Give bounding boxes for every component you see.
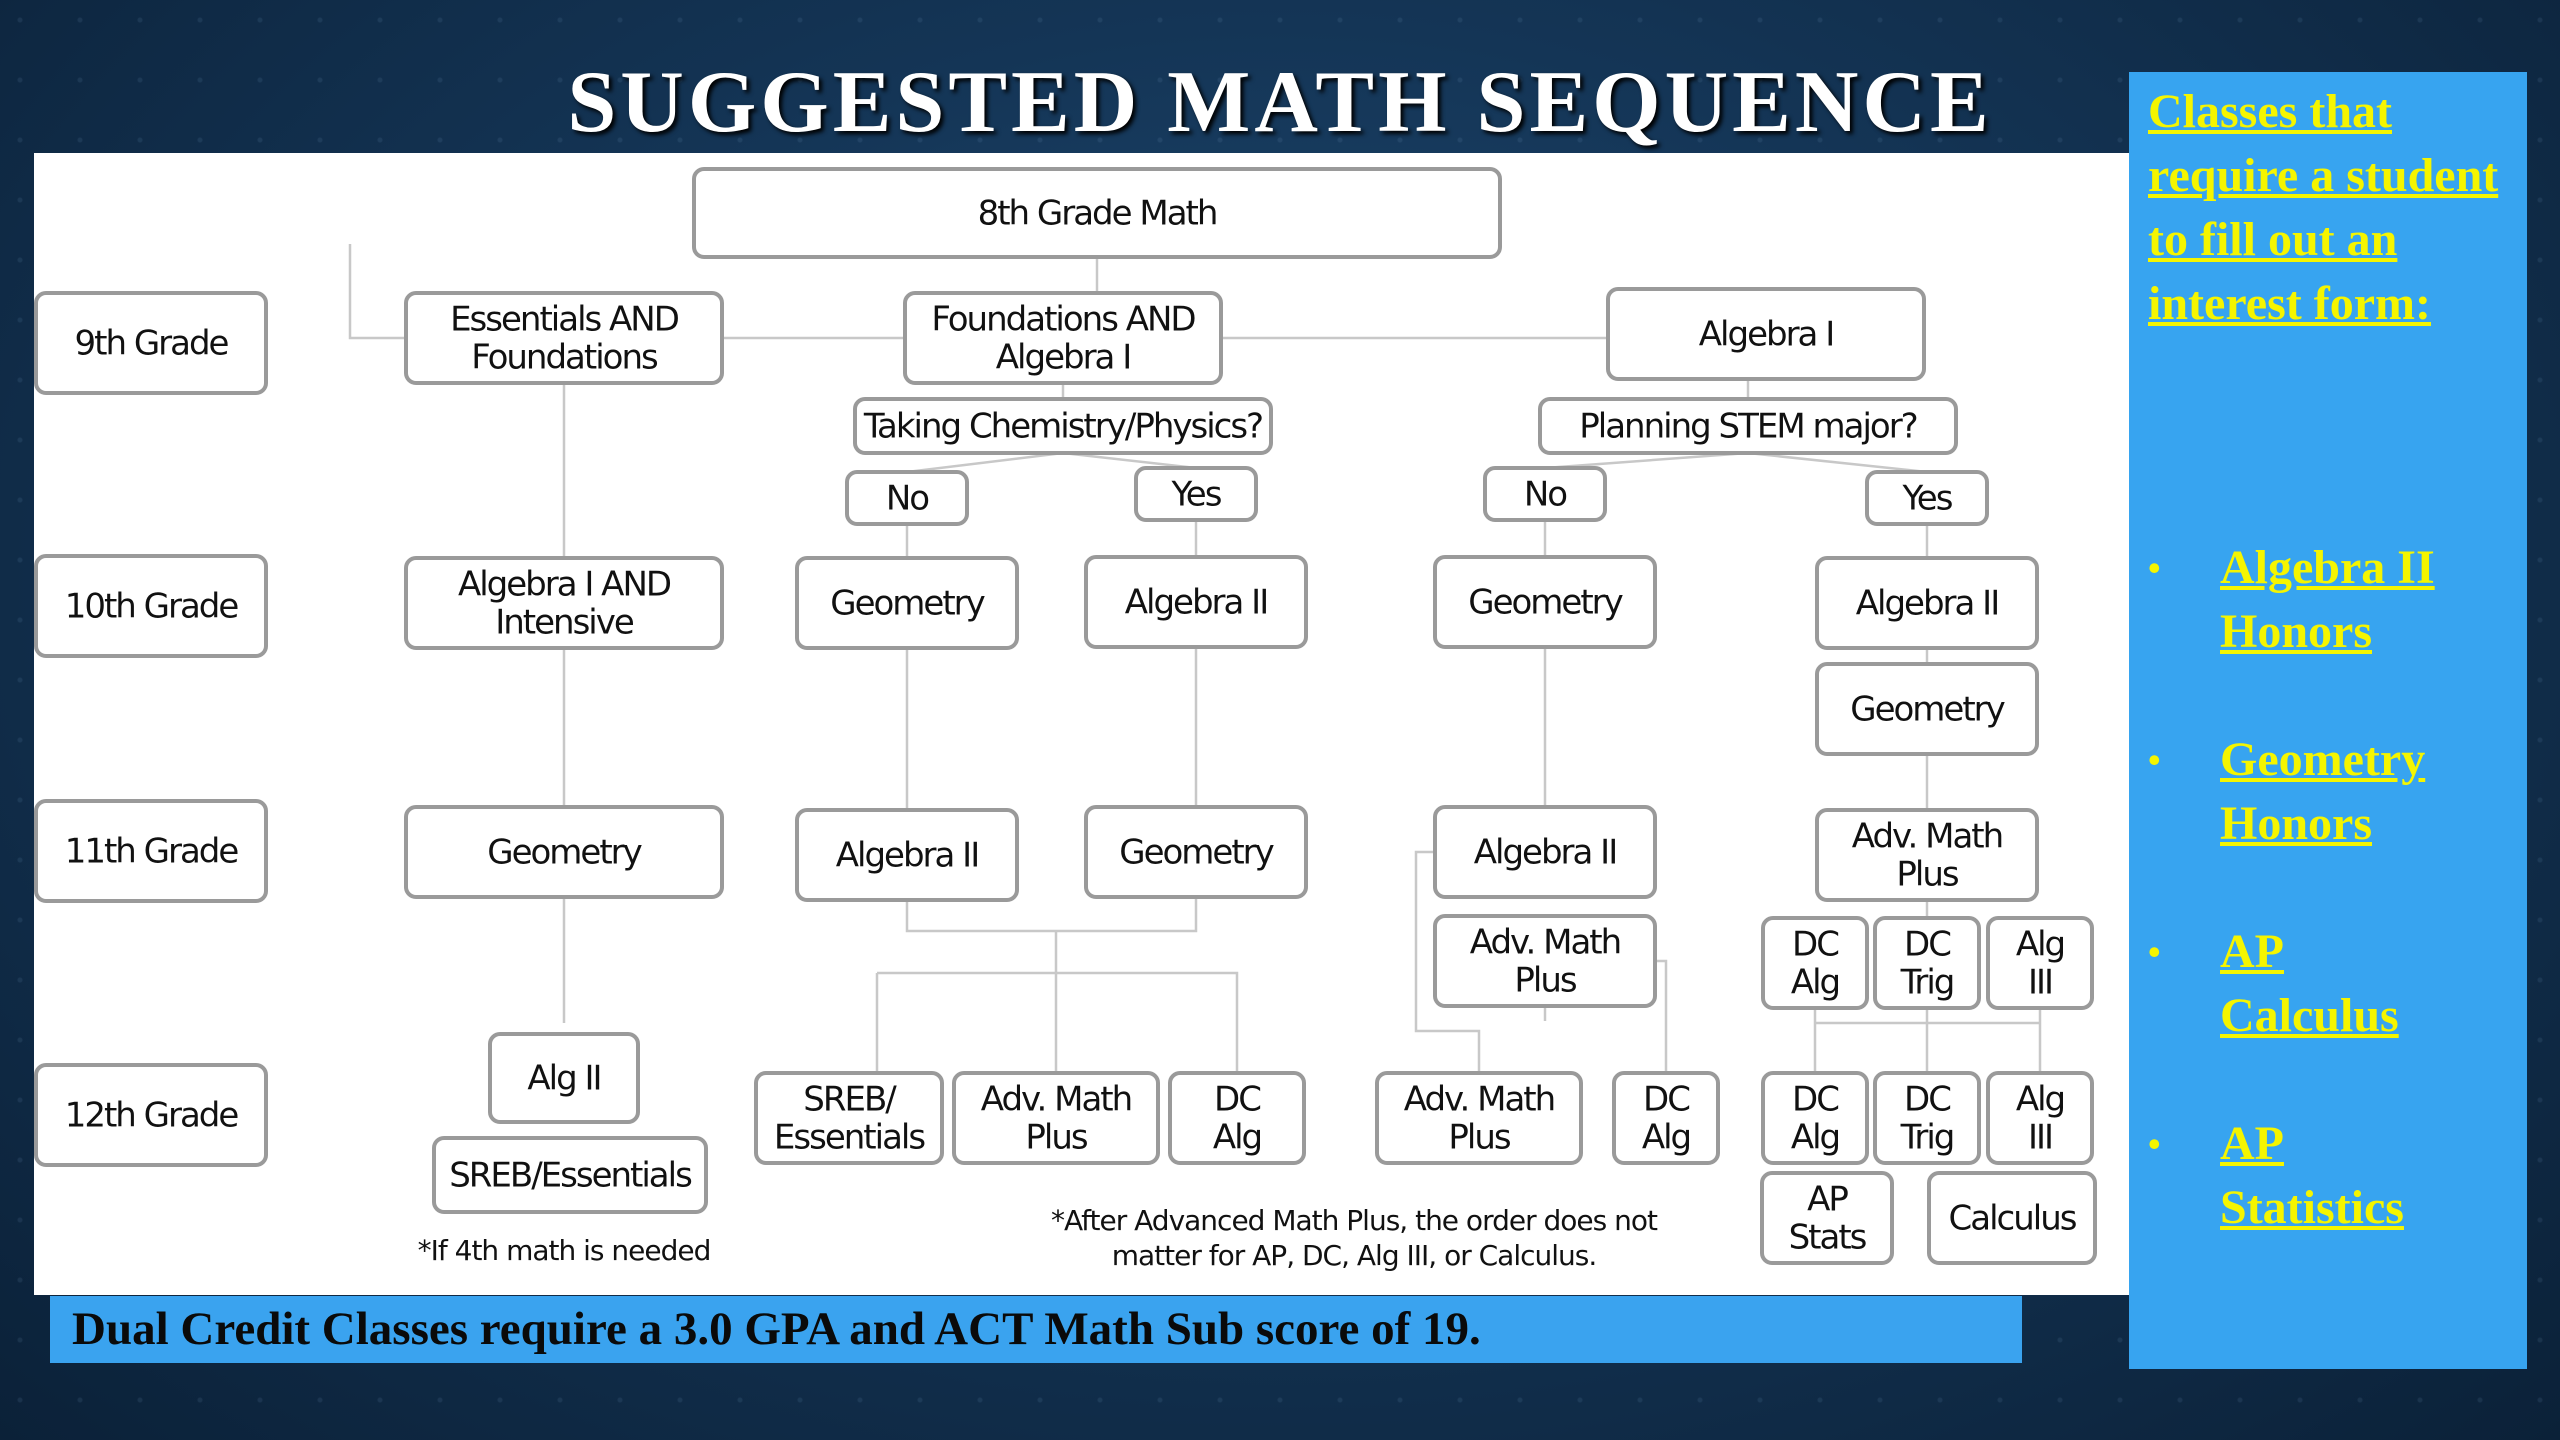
note-after-adv-math-line2: matter for AP, DC, Alg III, or Calculus. [1111,1239,1597,1272]
node-dc-alg-11th [1763,918,1867,1008]
node-answer-yes-stem [1867,472,1987,524]
node-alg-iii-11th-label: III [2027,962,2053,1003]
grade-10th [36,556,266,656]
node-calculus-12th-label: Calculus [1948,1198,2076,1239]
node-algebra-i [1608,289,1924,379]
node-adv-math-plus-11th-no-stem-label: Plus [1514,960,1576,1001]
node-dc-alg-12th-chem [1170,1073,1304,1163]
node-answer-no-chem-label: No [885,478,929,519]
node-sreb-essentials-12th-label: SREB/Essentials [449,1155,691,1196]
node-foundations-and-algebra-i [905,293,1221,383]
node-answer-yes-chem [1136,468,1256,520]
item-line2: Statistics [2220,1181,2404,1234]
node-answer-no-chem [847,472,967,524]
node-answer-no-stem-label: No [1523,474,1567,515]
node-dc-alg-11th-label: Alg [1790,962,1840,1003]
slide-title: SUGGESTED MATH SEQUENCE [567,54,1993,151]
node-8th-grade-math [694,169,1500,257]
node-geometry-10th-yes-stem [1817,664,2037,754]
node-geometry-10th-no-chem [797,558,1017,648]
grade-10th-label: 10th Grade [64,586,238,627]
bullet-icon: • [2148,932,2161,972]
node-alg-iii-12th-stem [1988,1073,2092,1163]
flow-nodes [36,169,2095,1263]
connector-line-25 [1656,961,1666,1073]
node-algebra-i-and-intensive [406,558,722,648]
node-alg-iii-12th-stem-label: Alg [2015,1079,2065,1120]
node-dc-alg-12th-chem-label: DC [1214,1079,1260,1120]
note-4th-math: *If 4th math is needed [417,1234,711,1267]
node-dc-alg-12th-stem-label: DC [1792,1079,1838,1120]
node-alg-iii-12th-stem-label: III [2027,1117,2053,1158]
item-line1: AP [2220,925,2284,978]
item-line2: Honors [2220,605,2373,658]
node-answer-no-stem [1485,468,1605,520]
node-dc-trig-12th-stem-label: DC [1904,1079,1950,1120]
item-line1: Algebra II [2220,541,2435,594]
node-dc-alg-11th-label: DC [1792,924,1838,965]
node-alg-ii-12th [490,1034,638,1122]
node-algebra-ii-10th-yes-chem-label: Algebra II [1124,582,1268,623]
node-dc-alg-12th-chem-label: Alg [1212,1117,1262,1158]
node-alg-ii-12th-label: Alg II [527,1058,601,1099]
node-question-stem-major-label: Planning STEM major? [1579,406,1917,447]
node-geometry-11th-label: Geometry [487,832,641,873]
node-geometry-11th-yes-chem [1086,807,1306,897]
grade-12th [36,1065,266,1165]
node-geometry-10th-no-stem-label: Geometry [1468,582,1622,623]
node-alg-iii-11th-label: Alg [2015,924,2065,965]
node-adv-math-plus-11th-no-stem-label: Adv. Math [1469,922,1621,963]
node-adv-math-plus-12th-chem-label: Adv. Math [980,1079,1132,1120]
node-essentials-and-foundations-label: Foundations [471,337,657,378]
interest-form-heading[interactable]: Classes that require a student to fill out an interest form: [2148,85,2499,330]
node-algebra-ii-10th-yes-chem [1086,557,1306,647]
note-after-adv-math-line1: *After Advanced Math Plus, the order does not [1051,1204,1657,1237]
grade-9th-label: 9th Grade [74,323,228,364]
node-ap-stats-12th-label: Stats [1788,1217,1866,1258]
connector-line-13 [907,897,1196,931]
grade-9th [36,293,266,393]
node-dc-trig-11th-label: DC [1904,924,1950,965]
node-question-chemistry-physics [855,399,1271,453]
node-geometry-10th-no-stem [1435,557,1655,647]
node-alg-iii-11th [1988,918,2092,1008]
bullet-icon: • [2148,740,2161,780]
node-adv-math-plus-12th-no-stem-label: Plus [1448,1117,1510,1158]
node-dc-trig-12th-stem [1875,1073,1979,1163]
node-adv-math-plus-11th-no-stem [1435,916,1655,1006]
node-essentials-and-foundations [406,293,722,383]
node-dc-alg-12th-stem [1763,1073,1867,1163]
node-algebra-ii-11th-no-stem [1435,807,1655,897]
node-adv-math-plus-12th-chem [954,1073,1158,1163]
node-8th-grade-math-label: 8th Grade Math [977,193,1217,234]
node-foundations-and-algebra-i-label: Algebra I [995,337,1131,378]
bullet-icon: • [2148,1124,2161,1164]
node-adv-math-plus-12th-no-stem-label: Adv. Math [1403,1079,1555,1120]
node-algebra-ii-11th-no-chem [797,810,1017,900]
node-dc-alg-12th-no-stem [1614,1073,1718,1163]
node-adv-math-plus-12th-no-stem [1377,1073,1581,1163]
item-line1: Geometry [2220,733,2426,786]
dual-credit-note: Dual Credit Classes require a 3.0 GPA and ACT Math Sub score of 19. [72,1303,1481,1355]
node-foundations-and-algebra-i-label: Foundations AND [931,299,1195,340]
node-dc-alg-12th-stem-label: Alg [1790,1117,1840,1158]
node-algebra-i-label: Algebra I [1698,314,1834,355]
node-algebra-i-and-intensive-label: Algebra I AND [457,564,671,605]
node-sreb-essentials-12th-chem-label: Essentials [773,1117,925,1158]
node-dc-trig-11th-label: Trig [1900,962,1954,1003]
node-ap-stats-12th [1762,1173,1892,1263]
item-line1: AP [2220,1117,2284,1170]
flowchart-panel [34,153,2132,1295]
node-algebra-ii-11th-no-chem-label: Algebra II [835,835,979,876]
node-ap-stats-12th-label: AP [1807,1179,1847,1220]
node-dc-trig-11th [1875,918,1979,1008]
grade-12th-label: 12th Grade [64,1095,238,1136]
node-algebra-ii-11th-no-stem-label: Algebra II [1473,832,1617,873]
node-adv-math-plus-11th-yes-stem [1817,810,2037,900]
node-geometry-10th-no-chem-label: Geometry [830,583,984,624]
node-algebra-ii-10th-yes-stem [1817,558,2037,648]
item-line2: Honors [2220,797,2373,850]
node-adv-math-plus-11th-yes-stem-label: Adv. Math [1851,816,2003,857]
flowchart-diagram [34,153,2132,1295]
bullet-icon: • [2148,548,2161,588]
node-calculus-12th [1929,1173,2095,1263]
node-geometry-11th [406,807,722,897]
node-dc-alg-12th-no-stem-label: Alg [1641,1117,1691,1158]
node-answer-yes-stem-label: Yes [1902,478,1952,519]
node-adv-math-plus-11th-yes-stem-label: Plus [1896,854,1958,895]
item-line2: Calculus [2220,989,2399,1042]
node-dc-alg-12th-no-stem-label: DC [1643,1079,1689,1120]
node-answer-yes-chem-label: Yes [1171,474,1221,515]
node-geometry-11th-yes-chem-label: Geometry [1119,832,1273,873]
node-question-stem-major [1540,399,1956,453]
node-geometry-10th-yes-stem-label: Geometry [1850,689,2004,730]
node-dc-trig-12th-stem-label: Trig [1900,1117,1954,1158]
node-sreb-essentials-12th-chem [756,1073,942,1163]
node-question-chemistry-physics-label: Taking Chemistry/Physics? [863,406,1263,447]
grade-11th [36,801,266,901]
node-adv-math-plus-12th-chem-label: Plus [1025,1117,1087,1158]
connector-line-0 [350,244,406,338]
node-sreb-essentials-12th [434,1138,706,1212]
node-algebra-ii-10th-yes-stem-label: Algebra II [1855,583,1999,624]
node-sreb-essentials-12th-chem-label: SREB/ [803,1079,895,1120]
grade-11th-label: 11th Grade [64,831,238,872]
node-algebra-i-and-intensive-label: Intensive [495,602,633,643]
node-essentials-and-foundations-label: Essentials AND [450,299,678,340]
